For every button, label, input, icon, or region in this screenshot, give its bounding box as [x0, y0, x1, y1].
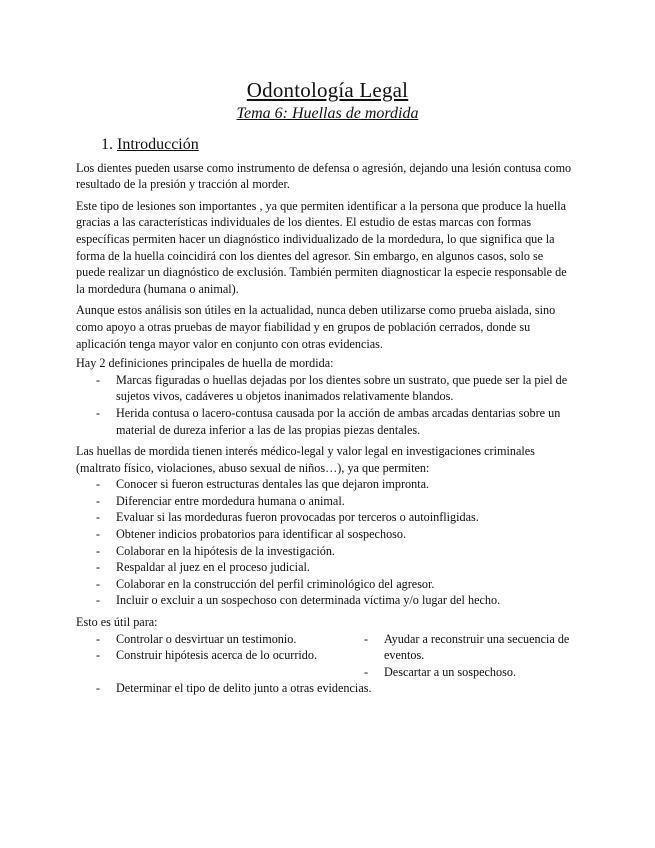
section-heading	[101, 137, 574, 154]
useful-columns	[76, 631, 574, 681]
bullet-dash: -	[364, 664, 369, 679]
bullet-dash: -	[96, 681, 101, 696]
list-item-text: Ayudar a reconstruir una secuencia de eventos.	[384, 631, 570, 663]
interest-intro: Las huellas de mordida tienen interés médico-legal y valor legal en investigaciones criminales (maltrato físico, violaciones, abuso sexual de niños…), ya que permiten:	[76, 444, 535, 475]
bullet-dash: -	[96, 510, 101, 525]
bullet-dash: -	[96, 372, 101, 387]
bullet-dash: -	[96, 560, 101, 575]
list-item-text: Respaldar al juez en el proceso judicial.	[116, 560, 310, 575]
list-item	[344, 664, 574, 681]
list-item-text: Evaluar si las mordeduras fueron provocadas por terceros o autoinfligidas.	[116, 510, 479, 525]
list-item-text: Colaborar en la hipótesis de la investigación.	[116, 543, 335, 558]
list-item-text: Incluir o excluir a un sospechoso con determinada víctima y/o lugar del hecho.	[116, 593, 501, 608]
list-item	[76, 405, 574, 438]
bullet-dash: -	[96, 576, 101, 591]
list-item-text: Construir hipótesis acerca de lo ocurrido.	[116, 648, 318, 663]
list-item	[76, 592, 574, 609]
useful-list-last	[76, 680, 574, 697]
list-item-text: Diferenciar entre mordedura humana o animal.	[116, 493, 345, 508]
list-item	[76, 509, 574, 526]
list-item	[76, 372, 574, 405]
list-item-text: Descartar a un sospechoso.	[384, 664, 516, 679]
bullet-dash: -	[96, 631, 101, 646]
list-item	[76, 631, 344, 648]
list-item	[344, 631, 574, 664]
list-item-text: Obtener indicios probatorios para identificar al sospechoso.	[116, 527, 407, 542]
list-item-text: Conocer si fueron estructuras dentales las que dejaron impronta.	[116, 477, 430, 492]
list-item	[76, 543, 574, 560]
document-body	[76, 137, 574, 702]
list-item-text: Determinar el tipo de delito junto a otras evidencias.	[116, 681, 372, 696]
bullet-dash: -	[96, 527, 101, 542]
bullet-dash: -	[364, 631, 369, 646]
bullet-dash: -	[96, 477, 101, 492]
list-item	[76, 493, 574, 510]
section-title: Introducción	[117, 136, 199, 153]
list-item-text: Controlar o desvirtuar un testimonio.	[116, 631, 297, 646]
list-item	[76, 526, 574, 543]
document-subtitle: Tema 6: Huellas de mordida	[236, 105, 419, 122]
useful-intro: Esto es útil para:	[76, 615, 158, 630]
definitions-list	[76, 372, 574, 438]
list-item	[76, 647, 344, 664]
list-item-text: Colaborar en la construcción del perfil criminológico del agresor.	[116, 576, 435, 591]
bullet-dash: -	[96, 405, 101, 420]
bullet-dash: -	[96, 493, 101, 508]
useful-list-right	[344, 631, 574, 681]
list-item	[76, 576, 574, 593]
bullet-dash: -	[96, 593, 101, 608]
paragraph: Aunque estos análisis son útiles en la actualidad, nunca deben utilizarse como prueba aislada, sino como apoyo a otras pruebas de mayor fiabilidad y en grupos de población cerrados, donde su aplicación tenga mayor valor en conjunto con otras evidencias.	[76, 303, 556, 351]
list-item	[76, 680, 574, 697]
bullet-dash: -	[96, 648, 101, 663]
interest-list	[76, 476, 574, 609]
useful-list-left	[76, 631, 344, 681]
list-item	[76, 476, 574, 493]
list-item-text: Marcas figuradas o huellas dejadas por los dientes sobre un sustrato, que puede ser la piel de sujetos vivos, cadáveres u objetos inanimados relativamente blandos.	[116, 372, 568, 404]
definitions-intro: Hay 2 definiciones principales de huella de mordida:	[76, 356, 334, 371]
bullet-dash: -	[96, 543, 101, 558]
section-number: 1.	[101, 136, 113, 153]
paragraph: Los dientes pueden usarse como instrumento de defensa o agresión, dejando una lesión contusa como resultado de la presión y tracción al morder.	[76, 160, 572, 192]
list-item	[76, 559, 574, 576]
paragraph: Este tipo de lesiones son importantes , ya que permiten identificar a la persona que produce la huella gracias a las características individuales de los dientes. El estudio de estas marcas con formas específicas permiten hacer un diagnóstico individualizado de la mordedura, lo que significa que la forma de la huella coincidirá con los dientes del agresor. Sin embargo, en algunos casos, solo se puede realizar un diagnóstico de exclusión. También permiten diagnosticar la especie responsable de la mordedura (humana o animal).	[76, 198, 567, 296]
list-item-text: Herida contusa o lacero-contusa causada por la acción de ambas arcadas dentarias sobre un material de dureza inferior a las de las propias piezas dentales.	[116, 405, 561, 437]
document-title: Odontología Legal	[246, 78, 409, 102]
